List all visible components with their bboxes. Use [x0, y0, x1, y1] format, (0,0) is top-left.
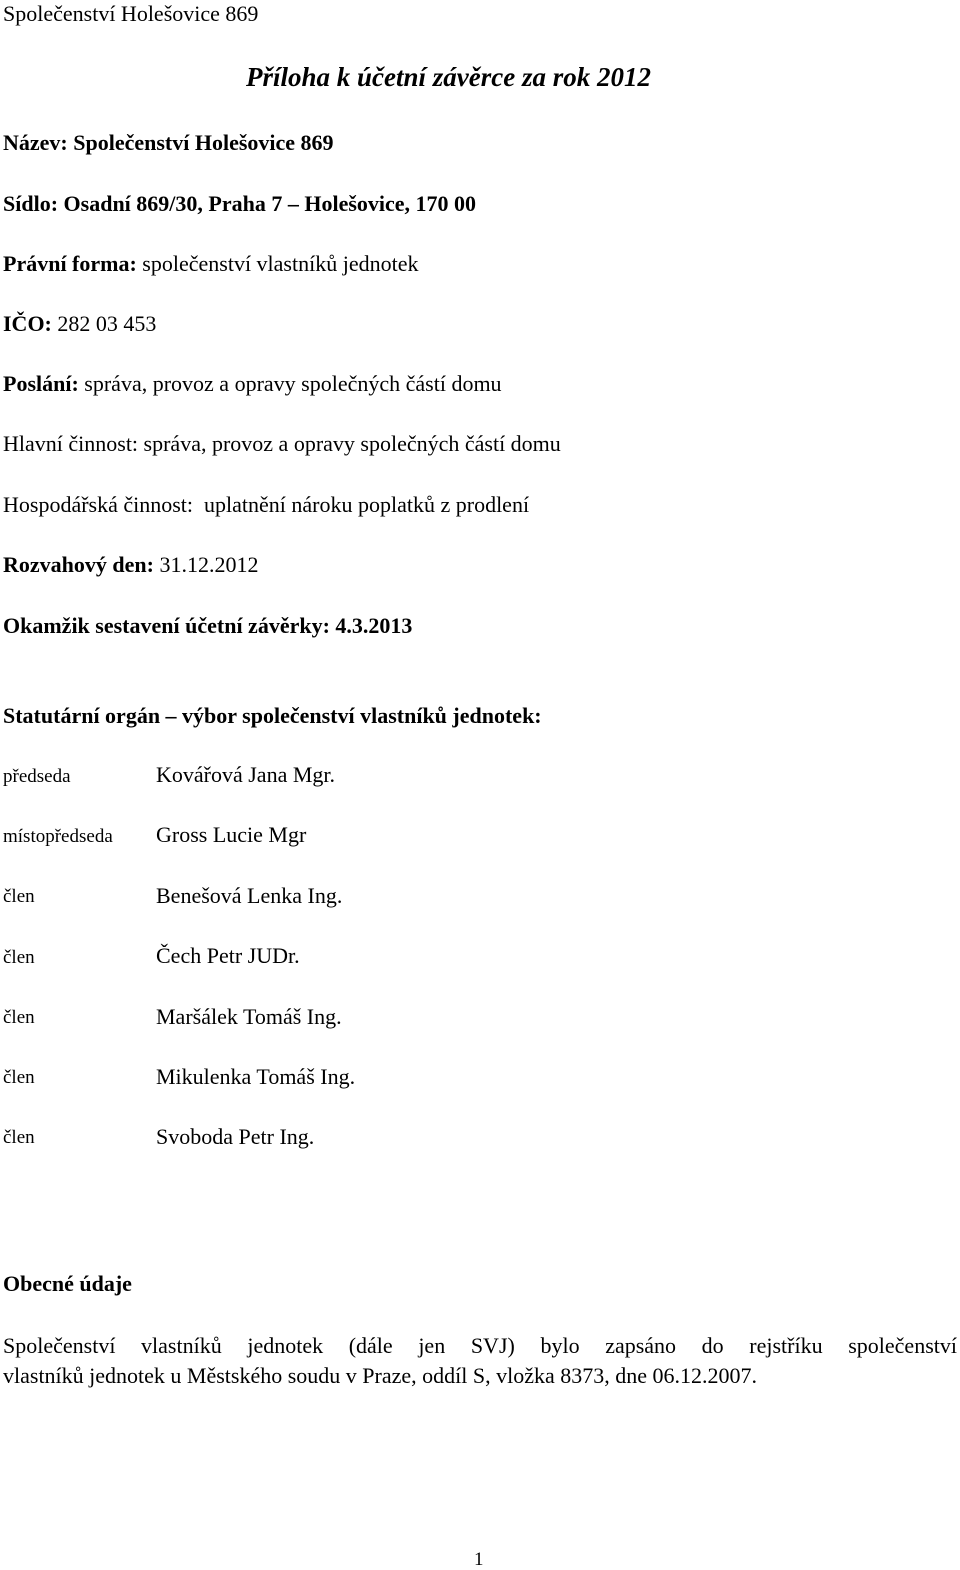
member-role: člen — [3, 886, 35, 907]
member-name: Čech Petr JUDr. — [156, 943, 300, 968]
okamzik-label: Okamžik sestavení účetní závěrky: — [3, 613, 330, 638]
member-name: Benešová Lenka Ing. — [156, 883, 343, 908]
member-role: člen — [3, 1127, 35, 1148]
paragraph-line: vlastníků jednotek u Městského soudu v Praze, oddíl S, vložka 8373, dne 06.12.2007. — [3, 1363, 758, 1388]
ico-value: 282 03 453 — [57, 311, 157, 336]
poslani-label: Poslání: — [3, 371, 79, 396]
sidlo-label: Sídlo: — [3, 191, 59, 216]
info-rozvahovy-den — [3, 554, 258, 576]
rozvahovy-den-label: Rozvahový den: — [3, 552, 154, 577]
statutarni-organ-heading: Statutární orgán – výbor společenství vlastníků jednotek: — [3, 703, 542, 728]
member-role: člen — [3, 1067, 35, 1088]
info-hlavni-cinnost: Hlavní činnost: správa, provoz a opravy společných částí domu — [3, 431, 561, 456]
pravni-forma-value: společenství vlastníků jednotek — [142, 251, 419, 276]
info-hospodarska-cinnost: Hospodářská činnost: uplatnění nároku poplatků z prodlení — [3, 492, 530, 517]
obecne-udaje-paragraph — [3, 1331, 957, 1391]
member-name: Mikulenka Tomáš Ing. — [156, 1064, 356, 1089]
poslani-value: správa, provoz a opravy společných částí domu — [84, 371, 502, 396]
member-name: Gross Lucie Mgr — [156, 822, 307, 847]
paragraph-line: Společenství vlastníků jednotek (dále jen SVJ) bylo zapsáno do rejstříku společenství — [3, 1333, 957, 1358]
nazev-label: Název: — [3, 130, 68, 155]
pravni-forma-label: Právní forma: — [3, 251, 137, 276]
info-poslani — [3, 373, 502, 395]
member-role: místopředseda — [3, 826, 113, 847]
member-role: člen — [3, 1007, 35, 1028]
rozvahovy-den-value: 31.12.2012 — [159, 552, 259, 577]
page-number: 1 — [474, 1549, 484, 1570]
running-header: Společenství Holešovice 869 — [3, 1, 259, 26]
info-pravni-forma — [3, 253, 418, 275]
info-ico — [3, 313, 156, 335]
member-name: Kovářová Jana Mgr. — [156, 762, 336, 787]
okamzik-value: 4.3.2013 — [335, 613, 413, 638]
info-nazev — [3, 132, 334, 154]
info-okamzik-sestaveni — [3, 615, 412, 637]
member-name: Svoboda Petr Ing. — [156, 1124, 315, 1149]
nazev-value: Společenství Holešovice 869 — [73, 130, 334, 155]
sidlo-value: Osadní 869/30, Praha 7 – Holešovice, 170 00 — [63, 191, 477, 216]
member-role: člen — [3, 947, 35, 968]
document-title: Příloha k účetní závěrce za rok 2012 — [246, 62, 651, 92]
member-role: předseda — [3, 766, 71, 787]
obecne-udaje-heading: Obecné údaje — [3, 1271, 132, 1296]
info-sidlo — [3, 193, 476, 215]
ico-label: IČO: — [3, 311, 52, 336]
member-name: Maršálek Tomáš Ing. — [156, 1004, 342, 1029]
